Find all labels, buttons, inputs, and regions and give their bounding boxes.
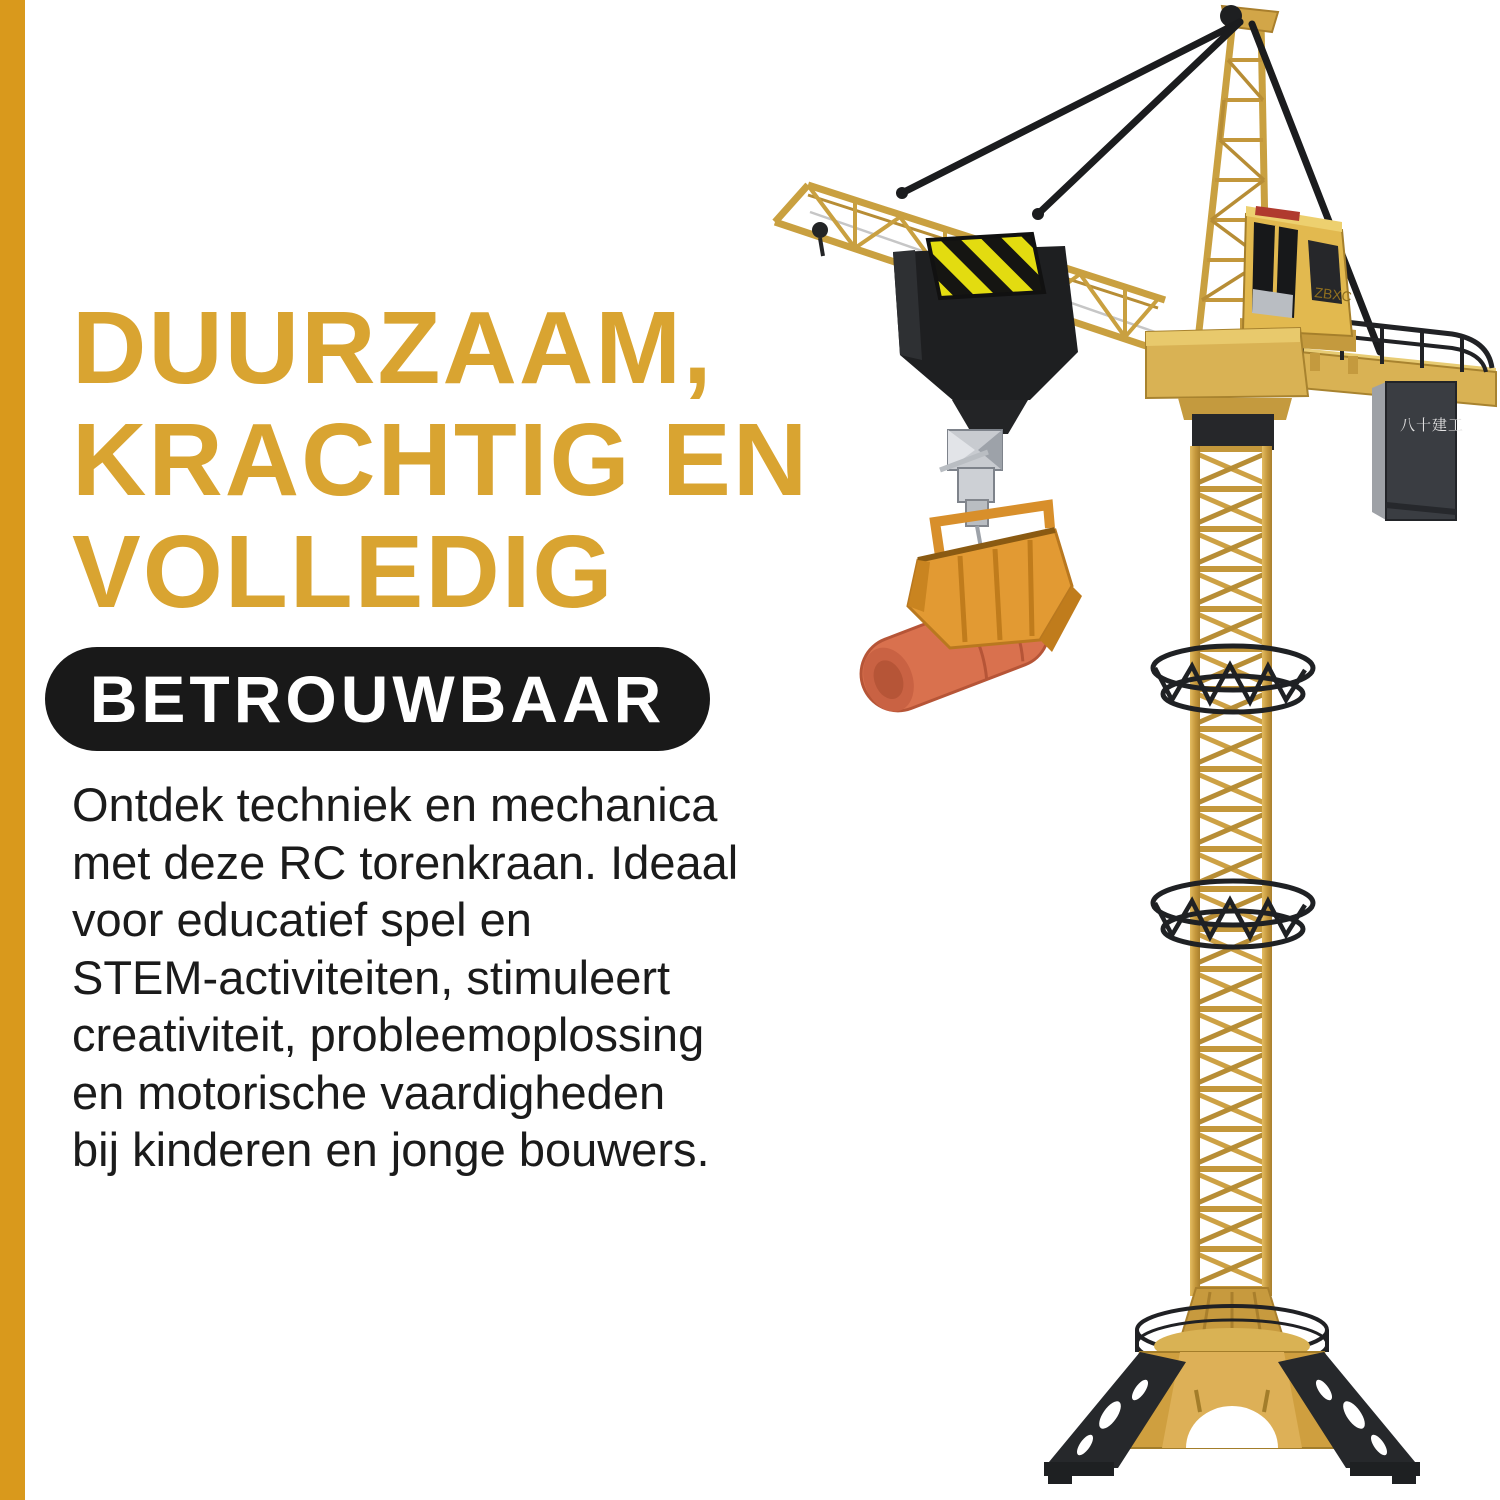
headline-line-1: DUURZAAM, xyxy=(72,290,714,405)
counterweight-label: 八十建工 xyxy=(1400,416,1465,434)
body-line: STEM-activiteiten, stimuleert xyxy=(72,950,671,1004)
body-line: en motorische vaardigheden xyxy=(72,1065,666,1119)
body-line: Ontdek techniek en mechanica xyxy=(72,778,718,831)
headline-line-2: KRACHTIG EN xyxy=(72,402,810,517)
headline-line-3: VOLLEDIG xyxy=(72,514,615,629)
hazard-stripe-plate xyxy=(928,234,1044,298)
body-line: voor educatief spel en xyxy=(72,893,532,946)
body-line: creativiteit, probleemoplossing xyxy=(72,1008,705,1061)
bucket-load xyxy=(908,505,1082,652)
body-line: bij kinderen en jonge bouwers. xyxy=(72,1123,710,1176)
jib-tie-anchors xyxy=(896,187,1044,220)
reliability-badge-label: BETROUWBAAR xyxy=(89,662,666,736)
cab-logo: ZBXC xyxy=(1313,284,1353,305)
crane-base xyxy=(1044,1288,1420,1484)
crane-trolley xyxy=(893,234,1078,434)
crane-hook xyxy=(940,430,1002,548)
crane-counterweight xyxy=(1372,382,1464,520)
crane-turntable xyxy=(1146,328,1308,450)
body-line: met deze RC torenkraan. Ideaal xyxy=(72,835,739,889)
crane-mast xyxy=(1190,446,1272,1296)
